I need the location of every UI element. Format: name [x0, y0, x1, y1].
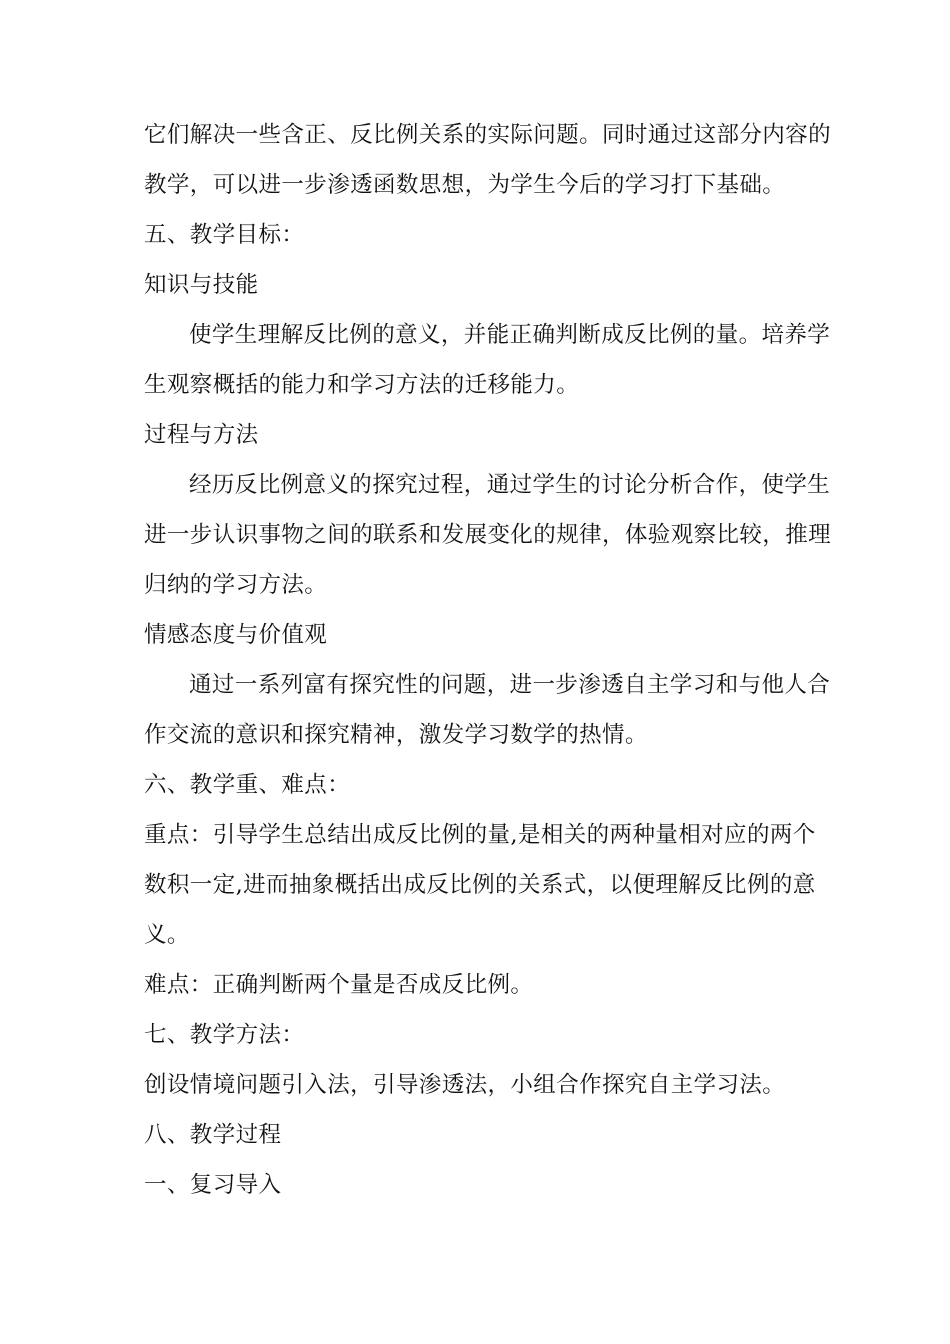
section-heading-process: 八、教学过程 — [144, 1122, 282, 1148]
paragraph-line: 作交流的意识和探究精神，激发学习数学的热情。 — [144, 722, 648, 748]
section-heading-methods: 七、教学方法： — [144, 1022, 305, 1048]
paragraph-line: 通过一系列富有探究性的问题，进一步渗透自主学习和与他人合 — [189, 672, 831, 698]
paragraph-line: 归纳的学习方法。 — [144, 572, 328, 598]
paragraph-line: 经历反比例意义的探究过程，通过学生的讨论分析合作，使学生 — [189, 472, 831, 498]
section-heading-key-points: 六、教学重、难点： — [144, 772, 351, 798]
paragraph-line: 生观察概括的能力和学习方法的迁移能力。 — [144, 372, 580, 398]
subheading-review-intro: 一、复习导入 — [144, 1172, 282, 1198]
paragraph-line: 重点：引导学生总结出成反比例的量,是相关的两种量相对应的两个 — [144, 822, 816, 848]
paragraph-line: 教学，可以进一步渗透函数思想，为学生今后的学习打下基础。 — [144, 172, 786, 198]
paragraph-line: 它们解决一些含正、反比例关系的实际问题。同时通过这部分内容的 — [144, 122, 832, 148]
paragraph-line: 难点：正确判断两个量是否成反比例。 — [144, 972, 534, 998]
subheading-emotion-values: 情感态度与价值观 — [144, 622, 328, 648]
subheading-knowledge-skills: 知识与技能 — [144, 272, 259, 298]
paragraph-line: 使学生理解反比例的意义，并能正确判断成反比例的量。培养学 — [189, 322, 831, 348]
paragraph-line: 创设情境问题引入法，引导渗透法，小组合作探究自主学习法。 — [144, 1072, 786, 1098]
paragraph-line: 进一步认识事物之间的联系和发展变化的规律，体验观察比较，推理 — [144, 522, 832, 548]
section-heading-objectives: 五、教学目标： — [144, 222, 305, 248]
paragraph-line: 数积一定,进而抽象概括出成反比例的关系式，以便理解反比例的意 — [144, 872, 816, 898]
paragraph-line: 义。 — [144, 922, 190, 948]
subheading-process-method: 过程与方法 — [144, 422, 259, 448]
